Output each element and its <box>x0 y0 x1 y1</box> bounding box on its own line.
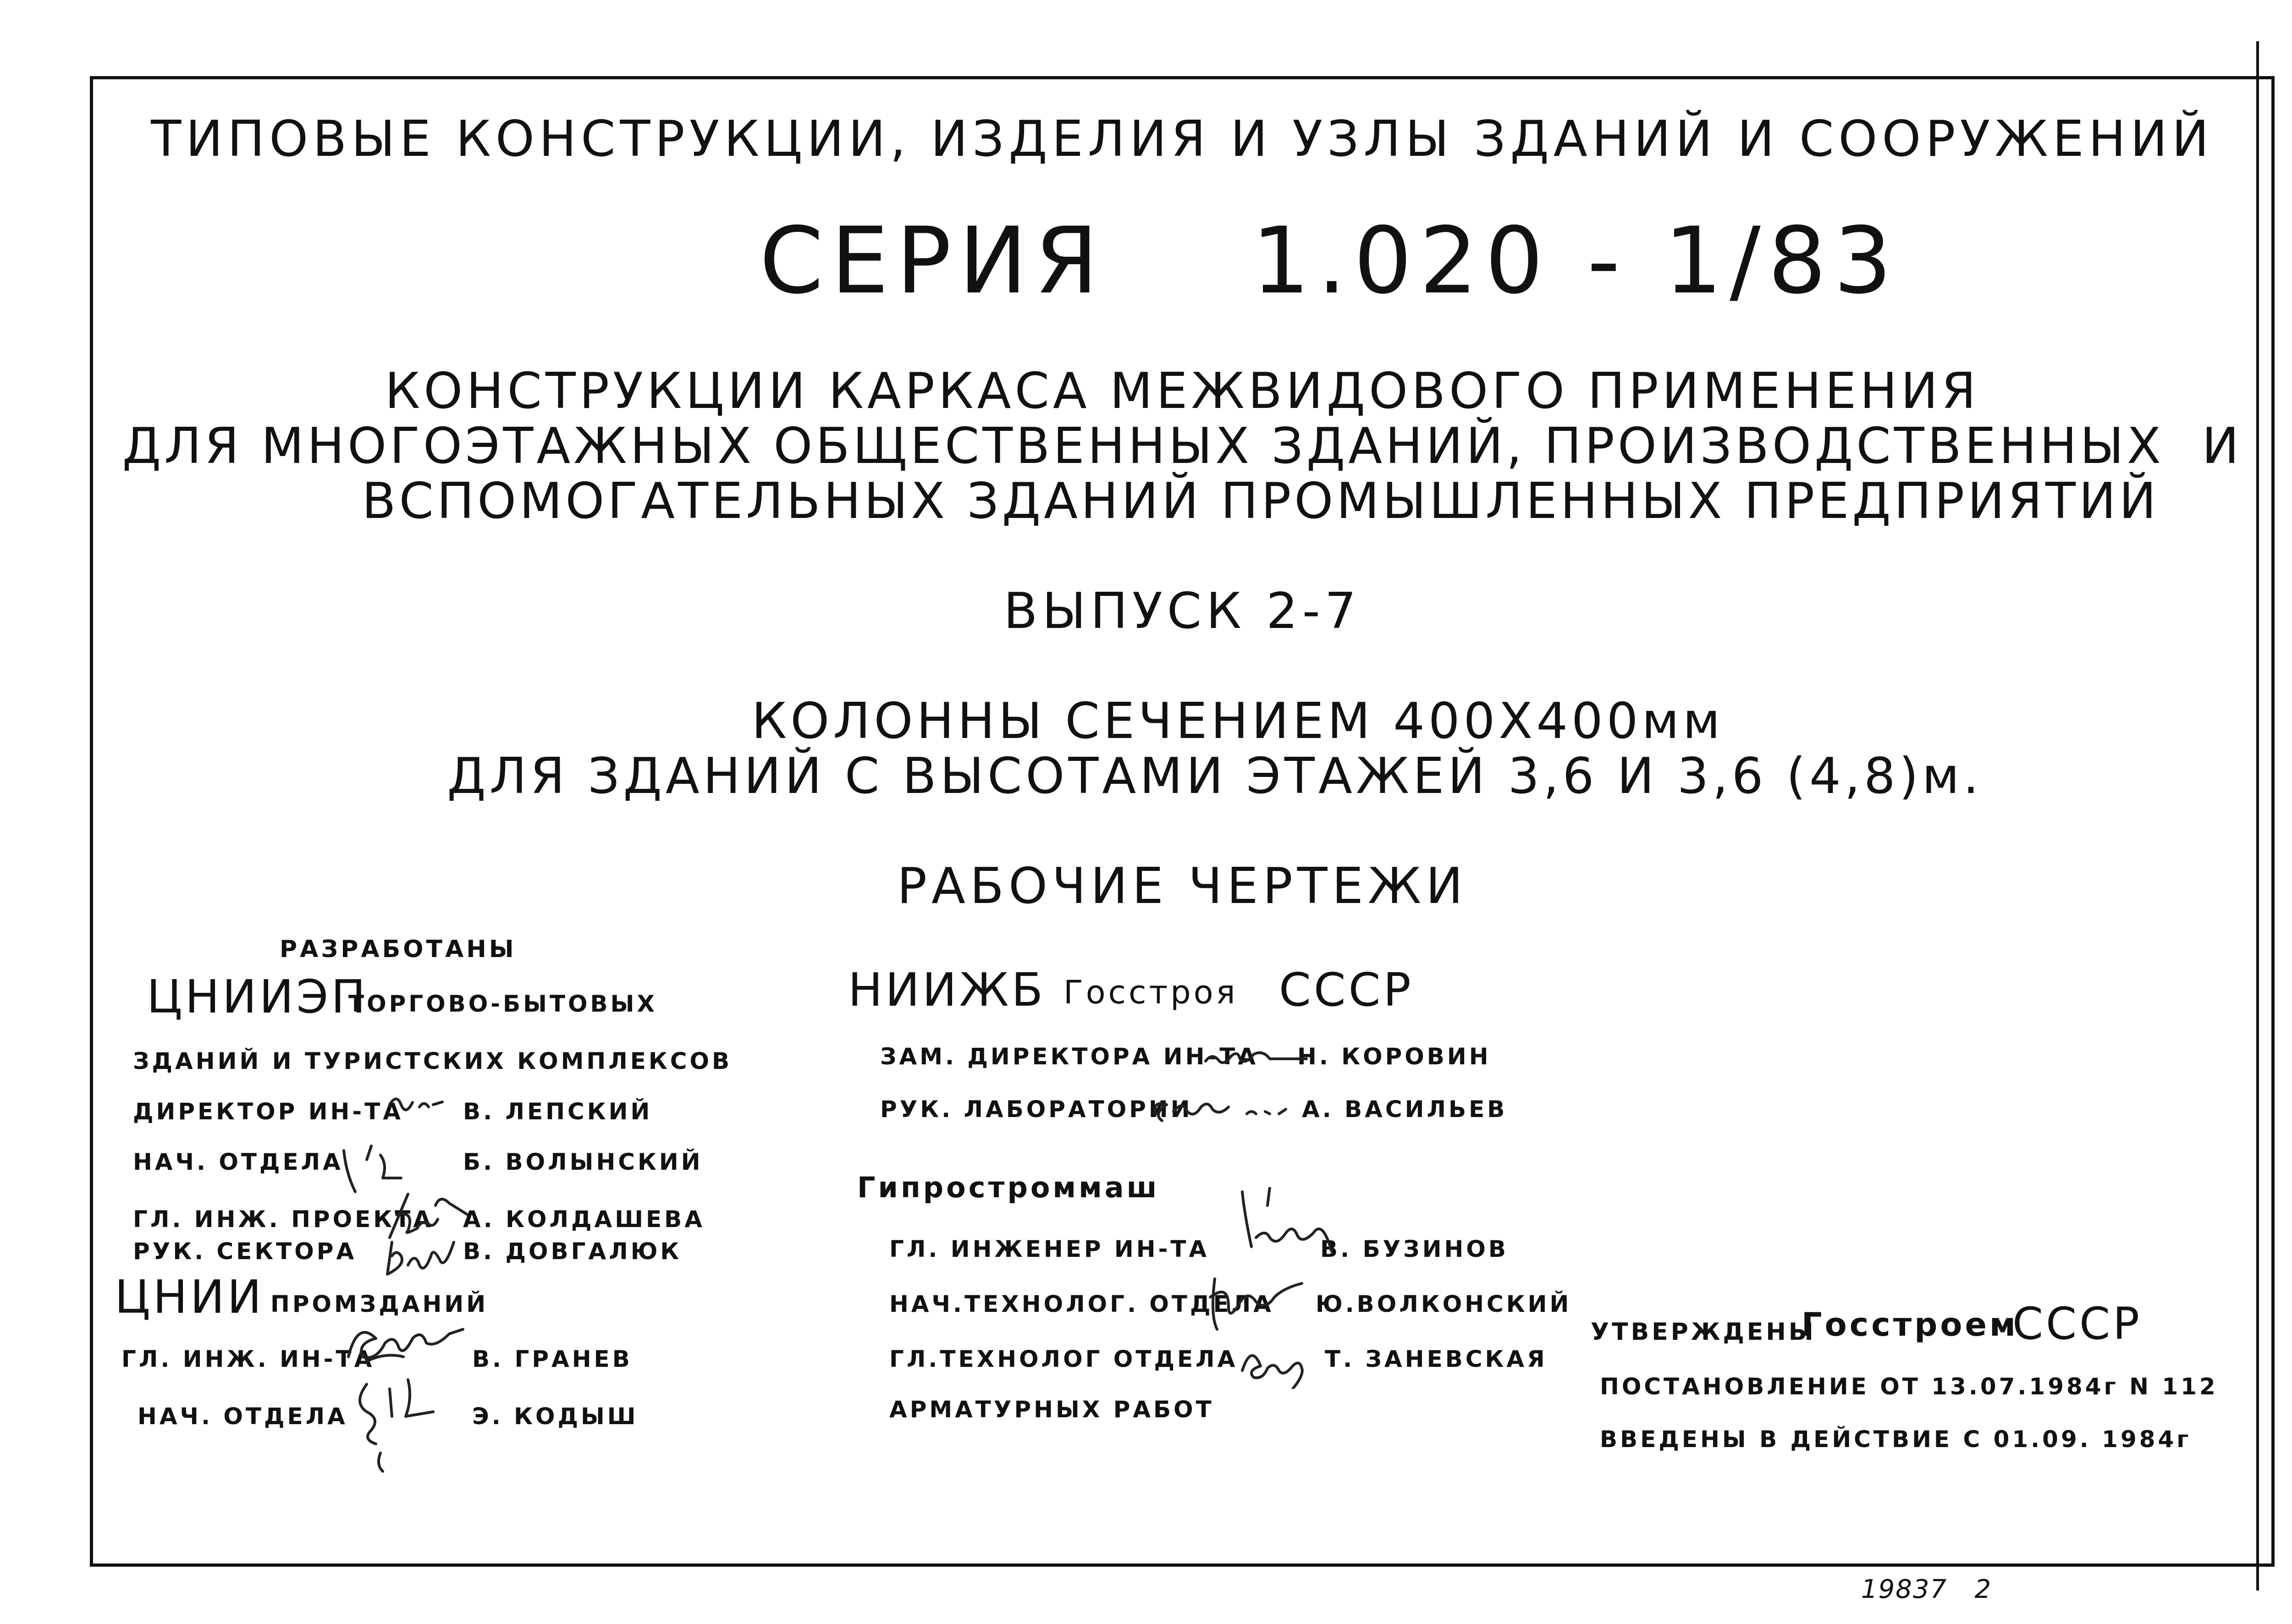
developed-by-label: РАЗРАБОТАНЫ <box>280 936 517 963</box>
org2-person-1: В. ГРАНЕВ <box>472 1346 633 1372</box>
columns-line-1: КОЛОННЫ СЕЧЕНИЕМ 400Х400мм <box>751 693 1724 750</box>
signature-korovin <box>1201 1040 1311 1077</box>
approved-tail: СССР <box>2012 1298 2142 1349</box>
org2-name-rest: ПРОМЗДАНИЙ <box>270 1291 489 1317</box>
org4-role-3: ГЛ.ТЕХНОЛОГ ОТДЕЛА <box>889 1346 1238 1372</box>
approved-by: Госстроем <box>1802 1306 2019 1343</box>
subject-line-1: КОНСТРУКЦИИ КАРКАСА МЕЖВИДОВОГО ПРИМЕНЕНИЯ <box>385 363 1980 420</box>
org4-role-2: НАЧ.ТЕХНОЛОГ. ОТДЕЛА <box>889 1291 1274 1317</box>
org3-role-2: РУК. ЛАБОРАТОРИИ <box>880 1096 1193 1123</box>
top-title: ТИПОВЫЕ КОНСТРУКЦИИ, ИЗДЕЛИЯ И УЗЛЫ ЗДАНИЙ И СООРУЖЕНИЙ <box>151 110 2214 168</box>
org1-name: ЦНИИЭП <box>147 970 369 1024</box>
org2-role-2: НАЧ. ОТДЕЛА <box>138 1403 348 1430</box>
org2-role-1: ГЛ. ИНЖ. ИН-ТА <box>121 1346 375 1372</box>
org4-name: Гипростроммаш <box>857 1171 1160 1204</box>
signature-lepsky <box>385 1086 449 1123</box>
signature-volkonsky <box>1201 1270 1320 1338</box>
subject-line-2: ДЛЯ МНОГОЭТАЖНЫХ ОБЩЕСТВЕННЫХ ЗДАНИЙ, ПРОИЗВОДСТВЕННЫХ И <box>122 418 2242 475</box>
working-drawings-label: РАБОЧИЕ ЧЕРТЕЖИ <box>897 858 1468 915</box>
org1-role-3: ГЛ. ИНЖ. ПРОЕКТА <box>133 1206 434 1233</box>
signature-zanevskaya <box>1233 1334 1325 1389</box>
org3-name-rest: Госстроя <box>1063 974 1238 1011</box>
series-title: СЕРИЯ 1.020 - 1/83 <box>759 208 1900 314</box>
org3-name: НИИЖБ <box>848 963 1046 1017</box>
signature-granev <box>339 1316 477 1371</box>
org1-role-4: РУК. СЕКТОРА <box>133 1238 357 1265</box>
issue-number: ВЫПУСК 2-7 <box>1003 583 1361 640</box>
org1-person-1: В. ЛЕПСКИЙ <box>463 1098 653 1125</box>
approval-effective: ВВЕДЕНЫ В ДЕЙСТВИЕ С 01.09. 1984г <box>1600 1426 2192 1453</box>
org1-role-1: ДИРЕКТОР ИН-ТА <box>133 1098 403 1125</box>
org4-person-2: Ю.ВОЛКОНСКИЙ <box>1316 1291 1572 1317</box>
org1-person-2: Б. ВОЛЫНСКИЙ <box>463 1149 703 1175</box>
approval-decree: ПОСТАНОВЛЕНИЕ ОТ 13.07.1984г N 112 <box>1600 1373 2218 1400</box>
org3-person-2: А. ВАСИЛЬЕВ <box>1302 1096 1508 1123</box>
org1-name-rest: ТОРГОВО-БЫТОВЫХ <box>348 991 657 1017</box>
org1-person-3: А. КОЛДАШЕВА <box>463 1206 705 1233</box>
org1-person-4: В. ДОВГАЛЮК <box>463 1238 682 1265</box>
org4-person-1: В. БУЗИНОВ <box>1320 1236 1509 1262</box>
org3-role-1: ЗАМ. ДИРЕКТОРА ИН-ТА <box>880 1043 1259 1070</box>
signature-vasiliev <box>1146 1091 1297 1132</box>
org1-name-line2: ЗДАНИЙ И ТУРИСТСКИХ КОМПЛЕКСОВ <box>133 1048 733 1074</box>
signature-dovgalyuk <box>380 1233 463 1283</box>
sheet-number: 19837 2 <box>1861 1574 1992 1604</box>
org3-name-tail: СССР <box>1279 963 1414 1017</box>
signature-kodysh <box>339 1371 458 1476</box>
org2-name: ЦНИИ <box>115 1270 264 1324</box>
org4-person-3: Т. ЗАНЕВСКАЯ <box>1325 1346 1548 1372</box>
approved-prefix: УТВЕРЖДЕНЫ <box>1591 1318 1816 1346</box>
org1-role-2: НАЧ. ОТДЕЛА <box>133 1149 343 1175</box>
org4-role-4: АРМАТУРНЫХ РАБОТ <box>889 1396 1214 1423</box>
subject-line-3: ВСПОМОГАТЕЛЬНЫХ ЗДАНИЙ ПРОМЫШЛЕННЫХ ПРЕДПРИЯТИЙ <box>362 473 2160 530</box>
columns-line-2: ДЛЯ ЗДАНИЙ С ВЫСОТАМИ ЭТАЖЕЙ 3,6 И 3,6 (4,8)м. <box>447 748 1983 805</box>
org4-role-1: ГЛ. ИНЖЕНЕР ИН-ТА <box>889 1236 1210 1262</box>
signature-buzinov <box>1229 1187 1348 1279</box>
org3-person-1: Н. КОРОВИН <box>1297 1043 1491 1070</box>
org2-person-2: Э. КОДЫШ <box>472 1403 639 1430</box>
